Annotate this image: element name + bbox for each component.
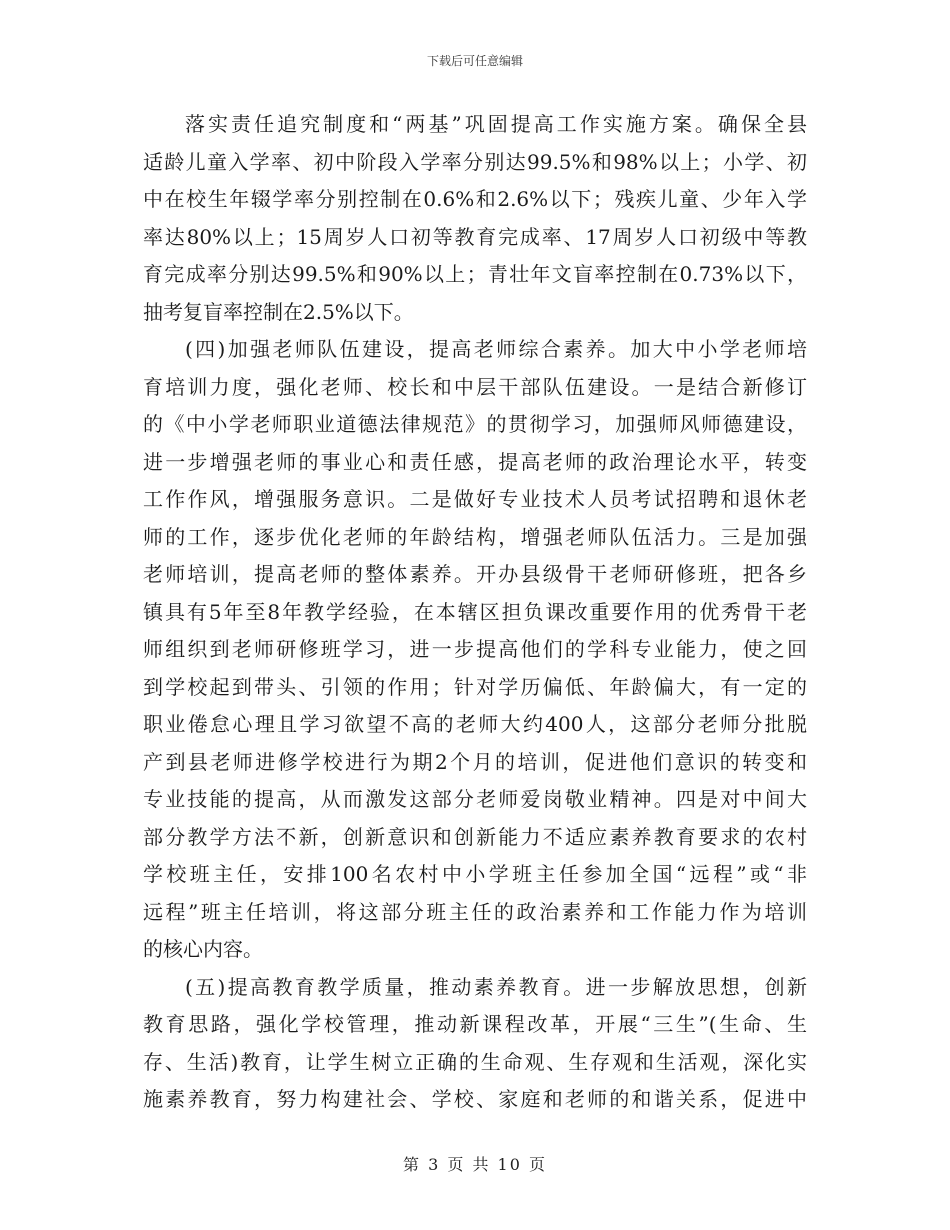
text-line: 老师培训，提高老师的整体素养。开办县级骨干老师研修班，把各乡 [143, 562, 807, 586]
text-line: 职业倦怠心理且学习欲望不高的老师大约400人，这部分老师分批脱 [143, 712, 807, 736]
text-line: 育完成率分别达99.5%和90%以上；青壮年文盲率控制在0.73%以下， [143, 262, 807, 286]
text-line: 远程”班主任培训，将这部分班主任的政治素养和工作能力作为培训 [143, 899, 807, 924]
text-line: 部分教学方法不新，创新意识和创新能力不适应素养教育要求的农村 [143, 824, 807, 849]
text-line: 抽考复盲率控制在2.5%以下。 [143, 299, 414, 324]
text-line: 的《中小学老师职业道德法律规范》的贯彻学习，加强师风师德建设， [143, 412, 807, 436]
text-line: 产到县老师进修学校进行为期2个月的培训，促进他们意识的转变和 [143, 749, 807, 774]
text-line: 师组织到老师研修班学习，进一步提高他们的学科专业能力，使之回 [143, 637, 807, 661]
text-line: 进一步增强老师的事业心和责任感，提高老师的政治理论水平，转变 [143, 449, 807, 474]
text-line: (五)提高教育教学质量，推动素养教育。进一步解放思想，创新 [185, 974, 807, 999]
text-line: 施素养教育，努力构建社会、学校、家庭和老师的和谐关系，促进中 [143, 1087, 807, 1111]
text-line: (四)加强老师队伍建设，提高老师综合素养。加大中小学老师培 [185, 337, 807, 361]
document-body [143, 106, 807, 1119]
text-line: 教育思路，强化学校管理，推动新课程改革，开展“三生”(生命、生 [143, 1012, 807, 1036]
text-line: 中在校生年辍学率分别控制在0.6%和2.6%以下；残疾儿童、少年入学 [143, 187, 807, 211]
text-line: 学校班主任，安排100名农村中小学班主任参加全国“远程”或“非 [143, 862, 807, 886]
text-line: 率达80%以上；15周岁人口初等教育完成率、17周岁人口初级中等教 [143, 224, 807, 249]
text-line: 到学校起到带头、引领的作用；针对学历偏低、年龄偏大，有一定的 [143, 674, 807, 699]
text-line: 师的工作，逐步优化老师的年龄结构，增强老师队伍活力。三是加强 [143, 524, 807, 549]
text-line: 的核心内容。 [143, 937, 263, 961]
text-line: 专业技能的提高，从而激发这部分老师爱岗敬业精神。四是对中间大 [143, 787, 807, 811]
page-header: 下载后可任意编辑 [426, 54, 523, 68]
text-line: 育培训力度，强化老师、校长和中层干部队伍建设。一是结合新修订 [143, 374, 807, 399]
text-line: 落实责任追究制度和“两基”巩固提高工作实施方案。确保全县 [185, 112, 807, 136]
text-line: 工作作风，增强服务意识。二是做好专业技术人员考试招聘和退休老 [143, 487, 807, 511]
page-footer: 第 3 页 共 10 页 [403, 1155, 547, 1174]
text-line: 存、生活)教育，让学生树立正确的生命观、生存观和生活观，深化实 [143, 1049, 807, 1074]
text-line: 镇具有5年至8年教学经验，在本辖区担负课改重要作用的优秀骨干老 [143, 599, 807, 624]
text-line: 适龄儿童入学率、初中阶段入学率分别达99.5%和98%以上；小学、初 [143, 149, 807, 174]
